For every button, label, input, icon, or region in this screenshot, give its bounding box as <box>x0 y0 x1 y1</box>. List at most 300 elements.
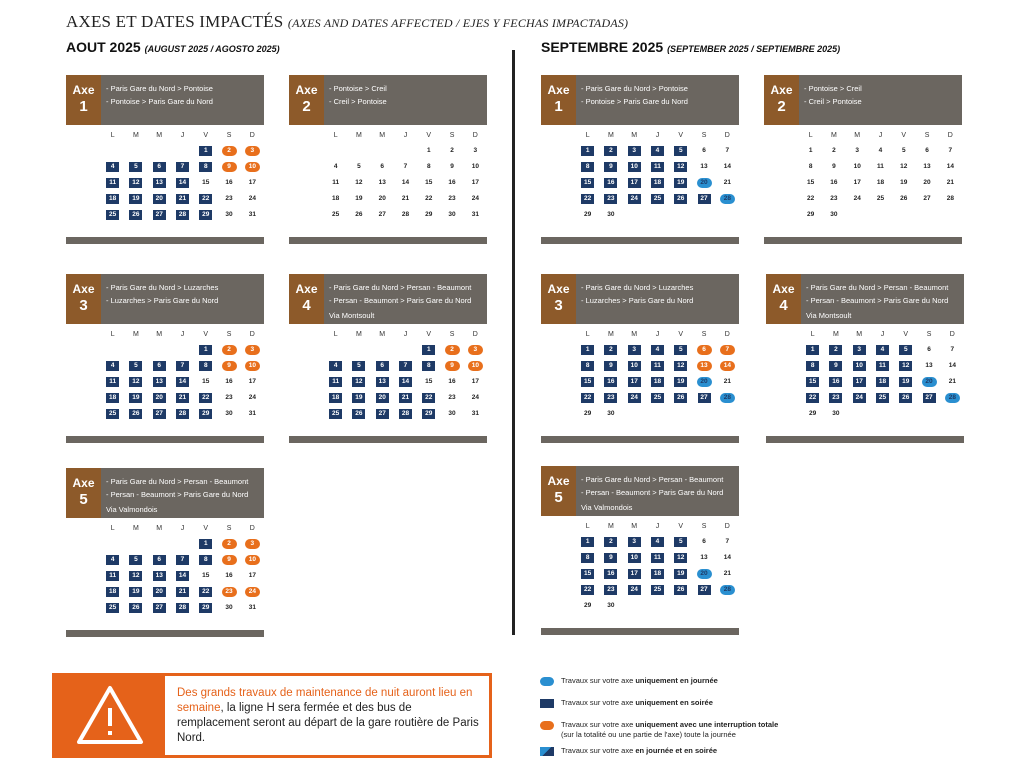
axe-routes <box>581 473 735 514</box>
day-header: L <box>333 131 338 139</box>
calendar-day <box>716 209 739 221</box>
calendar-day: 24 <box>853 195 861 202</box>
calendar-day: 10 <box>471 163 479 170</box>
calendar-day: 19 <box>124 194 147 204</box>
axe-header <box>66 468 264 518</box>
calendar-day: 23 <box>824 393 847 403</box>
day-header-row <box>541 518 739 534</box>
week-row <box>766 406 964 422</box>
calendar-grid <box>764 127 962 223</box>
calendar-day: 26 <box>900 195 908 202</box>
calendar-day: 15 <box>576 377 599 387</box>
day-header: M <box>831 131 837 139</box>
calendar-day: 11 <box>332 179 340 186</box>
calendar-day: 24 <box>623 585 646 595</box>
axe-badge: Axe 1 <box>541 75 576 125</box>
day-header: J <box>880 330 885 338</box>
calendar-day: 25 <box>871 393 894 403</box>
week-row <box>66 191 264 207</box>
day-header: D <box>724 522 730 530</box>
week-row <box>541 175 739 191</box>
axe-routes <box>581 281 735 307</box>
route-line: - Persan - Beaumont > Paris Gare du Nord <box>106 490 249 499</box>
calendar-day: 13 <box>378 179 386 186</box>
calendar-day <box>646 600 669 612</box>
day-header-row <box>541 127 739 143</box>
calendar-day: 8 <box>194 162 217 172</box>
calendar-day <box>646 408 669 420</box>
calendar-day: 29 <box>194 409 217 419</box>
week-row <box>764 159 962 175</box>
calendar-day: 1 <box>576 146 599 156</box>
calendar-day: 6 <box>148 162 171 172</box>
calendar-day: 11 <box>871 361 894 371</box>
week-row <box>764 207 962 223</box>
week-row <box>766 374 964 390</box>
calendar-day: 14 <box>716 361 739 371</box>
calendar-day: 11 <box>646 553 669 563</box>
calendar-day: 3 <box>241 539 264 549</box>
calendar-day <box>148 145 171 157</box>
day-header: M <box>608 522 614 530</box>
calendar-day: 11 <box>646 361 669 371</box>
day-header: J <box>403 131 408 139</box>
calendar-day: 19 <box>355 195 363 202</box>
calendar-day: 31 <box>248 604 256 611</box>
week-row <box>66 536 264 552</box>
calendar-day: 9 <box>217 361 240 371</box>
calendar-day: 13 <box>148 571 171 581</box>
calendar-day: 20 <box>692 178 715 188</box>
axe-routes <box>329 82 483 108</box>
calendar-day: 22 <box>576 393 599 403</box>
route-line: - Paris Gare du Nord > Luzarches <box>581 283 694 292</box>
calendar-day <box>623 408 646 420</box>
week-row <box>541 358 739 374</box>
calendar-day <box>669 600 692 612</box>
week-row <box>289 342 487 358</box>
calendar-day: 18 <box>101 587 124 597</box>
calendar-day: 23 <box>225 394 233 401</box>
calendar-day: 28 <box>716 194 739 204</box>
month-title-aout: AOUT 2025 (AUGUST 2025 / AGOSTO 2025) <box>66 39 280 55</box>
calendar-day: 13 <box>371 377 394 387</box>
calendar-day: 31 <box>248 410 256 417</box>
calendar-day: 14 <box>171 377 194 387</box>
route-line: - Pontoise > Creil <box>329 84 387 93</box>
calendar-day: 30 <box>225 604 233 611</box>
calendar-day: 5 <box>669 345 692 355</box>
calendar-day: 12 <box>669 162 692 172</box>
day-header: S <box>701 131 707 139</box>
axe-badge: Axe 2 <box>764 75 799 125</box>
calendar-day: 7 <box>171 555 194 565</box>
day-header: S <box>226 330 232 338</box>
calendar-day: 31 <box>471 410 479 417</box>
calendar-grid <box>66 127 264 223</box>
calendar-day: 27 <box>692 393 715 403</box>
calendar-day: 16 <box>225 572 233 579</box>
calendar-day <box>347 145 370 157</box>
day-header: V <box>203 524 209 532</box>
calendar-day: 29 <box>425 211 433 218</box>
calendar-day: 27 <box>148 409 171 419</box>
calendar-day: 15 <box>801 377 824 387</box>
calendar-day: 30 <box>448 410 456 417</box>
calendar-day: 8 <box>576 162 599 172</box>
calendar-day: 23 <box>448 394 456 401</box>
calendar-day: 4 <box>324 361 347 371</box>
calendar-day: 9 <box>824 361 847 371</box>
calendar-day: 15 <box>202 378 210 385</box>
week-row <box>541 191 739 207</box>
card-footer-bar <box>766 436 964 443</box>
week-row <box>764 175 962 191</box>
calendar-day: 24 <box>623 194 646 204</box>
calendar-day: 10 <box>853 163 861 170</box>
calendar-day: 16 <box>448 179 456 186</box>
week-row <box>66 390 264 406</box>
calendar-grid <box>541 127 739 223</box>
calendar-day: 13 <box>925 362 933 369</box>
day-header: M <box>156 131 163 139</box>
day-header-row <box>766 326 964 342</box>
route-line: - Luzarches > Paris Gare du Nord <box>581 296 694 305</box>
calendar-day: 4 <box>101 162 124 172</box>
calendar-day: 15 <box>202 179 210 186</box>
calendar-day: 24 <box>623 393 646 403</box>
week-row <box>66 207 264 223</box>
week-row <box>541 566 739 582</box>
calendar-day: 2 <box>217 539 240 549</box>
calendar-day: 20 <box>148 393 171 403</box>
legend-day: Travaux sur votre axe uniquement en journée <box>540 676 1010 698</box>
day-header: S <box>926 330 932 338</box>
calendar-day: 13 <box>923 163 931 170</box>
calendar-day: 23 <box>599 194 622 204</box>
day-header: J <box>180 524 185 532</box>
calendar-day <box>101 344 124 356</box>
calendar-day: 23 <box>448 195 456 202</box>
calendar-day <box>894 408 917 420</box>
calendar-day: 26 <box>355 211 363 218</box>
calendar-day: 11 <box>101 178 124 188</box>
calendar-day <box>892 209 915 221</box>
calendar-day: 22 <box>801 393 824 403</box>
day-header: D <box>249 524 255 532</box>
calendar-day <box>716 600 739 612</box>
calendar-day: 5 <box>347 361 370 371</box>
axe-card-sept-5 <box>541 466 739 614</box>
calendar-day: 2 <box>217 345 240 355</box>
calendar-day <box>124 344 147 356</box>
calendar-day: 1 <box>808 147 813 154</box>
calendar-day: 7 <box>948 147 953 154</box>
calendar-day: 26 <box>669 585 692 595</box>
day-header: M <box>856 330 863 338</box>
calendar-day: 4 <box>646 537 669 547</box>
calendar-day: 4 <box>878 147 883 154</box>
calendar-day: 11 <box>101 377 124 387</box>
route-line: - Paris Gare du Nord > Persan - Beaumont <box>106 477 249 486</box>
axe-header <box>541 75 739 125</box>
calendar-day: 18 <box>876 179 885 186</box>
calendar-day: 30 <box>607 211 615 218</box>
week-row <box>289 390 487 406</box>
day-header: D <box>949 330 955 338</box>
route-line: - Creil > Pontoise <box>329 97 387 106</box>
calendar-day <box>939 209 962 221</box>
axe-header <box>541 274 739 324</box>
calendar-day: 9 <box>599 162 622 172</box>
month-divider <box>512 50 515 635</box>
day-header: D <box>724 330 730 338</box>
day-header: D <box>472 131 478 139</box>
calendar-day: 9 <box>440 361 463 371</box>
calendar-day: 19 <box>347 393 370 403</box>
calendar-day: 8 <box>808 163 813 170</box>
calendar-day: 3 <box>623 146 646 156</box>
calendar-day: 25 <box>324 409 347 419</box>
calendar-day: 16 <box>448 378 456 385</box>
calendar-day: 14 <box>401 179 410 186</box>
day-header: S <box>226 524 232 532</box>
day-header: M <box>631 330 638 338</box>
axe-card-aout-3 <box>66 274 264 422</box>
calendar-day: 21 <box>948 378 956 385</box>
calendar-day: 18 <box>646 178 669 188</box>
day-header: V <box>678 330 684 338</box>
calendar-day: 21 <box>723 179 731 186</box>
legend-evening: Travaux sur votre axe uniquement en soirée <box>540 698 1010 720</box>
notice-panel <box>55 676 165 755</box>
calendar-day: 12 <box>347 377 370 387</box>
calendar-day: 9 <box>217 162 240 172</box>
day-header: V <box>678 131 684 139</box>
route-line: - Persan - Beaumont > Paris Gare du Nord <box>329 296 472 305</box>
calendar-day: 28 <box>394 409 417 419</box>
calendar-day: 24 <box>248 195 256 202</box>
calendar-day: 2 <box>450 147 454 154</box>
week-row <box>66 358 264 374</box>
calendar-day: 26 <box>124 210 147 220</box>
calendar-day: 24 <box>241 587 264 597</box>
calendar-day: 5 <box>124 555 147 565</box>
calendar-day: 26 <box>669 393 692 403</box>
day-header: L <box>333 330 338 338</box>
calendar-day: 17 <box>623 569 646 579</box>
axe-header <box>289 274 487 324</box>
calendar-day <box>692 209 715 221</box>
calendar-day: 6 <box>925 147 929 154</box>
axe-card-aout-2 <box>289 75 487 223</box>
calendar-day: 20 <box>692 377 715 387</box>
axe-routes <box>106 82 260 108</box>
calendar-day: 12 <box>900 163 908 170</box>
week-row <box>289 143 487 159</box>
calendar-day: 25 <box>101 409 124 419</box>
calendar-day: 6 <box>692 345 715 355</box>
maintenance-notice <box>52 673 492 758</box>
calendar-day: 21 <box>171 587 194 597</box>
week-row <box>541 159 739 175</box>
calendar-day: 12 <box>894 361 917 371</box>
calendar-day: 31 <box>248 211 256 218</box>
day-header: D <box>947 131 953 139</box>
day-header-row <box>764 127 962 143</box>
calendar-day: 29 <box>417 409 440 419</box>
axe-routes <box>804 82 958 108</box>
legend-full: Travaux sur votre axe uniquement avec une interruption totale (sur la totalité ou une partie de l'axe) toute la journée <box>540 720 1010 746</box>
day-header-row <box>66 127 264 143</box>
calendar-day: 4 <box>646 146 669 156</box>
calendar-day: 10 <box>623 553 646 563</box>
calendar-day: 22 <box>576 194 599 204</box>
day-header: L <box>585 131 590 139</box>
calendar-day: 4 <box>333 163 338 170</box>
week-row <box>66 159 264 175</box>
calendar-day: 6 <box>927 346 931 353</box>
calendar-day: 16 <box>830 179 838 186</box>
week-row <box>766 342 964 358</box>
calendar-day: 4 <box>871 345 894 355</box>
week-row <box>766 358 964 374</box>
calendar-day: 15 <box>425 378 433 385</box>
calendar-day: 13 <box>148 377 171 387</box>
week-row <box>289 358 487 374</box>
calendar-day: 3 <box>855 147 860 154</box>
calendar-day: 17 <box>471 179 479 186</box>
legend-both: Travaux sur votre axe en journée et en soirée <box>540 746 1010 768</box>
calendar-day: 17 <box>848 377 871 387</box>
calendar-day: 3 <box>241 146 264 156</box>
calendar-day: 12 <box>669 553 692 563</box>
calendar-day: 12 <box>355 179 363 186</box>
calendar-day: 16 <box>599 569 622 579</box>
day-header: J <box>655 131 660 139</box>
axe-badge: Axe 5 <box>541 466 576 516</box>
day-header: J <box>180 330 185 338</box>
day-header: S <box>701 522 707 530</box>
calendar-day: 4 <box>101 555 124 565</box>
calendar-day: 17 <box>248 179 256 186</box>
calendar-day <box>623 209 646 221</box>
calendar-day: 17 <box>853 179 861 186</box>
calendar-day: 2 <box>599 146 622 156</box>
calendar-day: 14 <box>394 377 417 387</box>
calendar-day: 24 <box>848 393 871 403</box>
calendar-day: 2 <box>217 146 240 156</box>
calendar-day: 5 <box>124 361 147 371</box>
calendar-day: 13 <box>148 178 171 188</box>
day-header-row <box>66 520 264 536</box>
calendar-grid <box>541 326 739 422</box>
axe-card-sept-3 <box>541 274 739 422</box>
axe-badge: Axe 5 <box>66 468 101 518</box>
card-footer-bar <box>66 237 264 244</box>
day-header: J <box>655 330 660 338</box>
route-via: Via Valmondois <box>581 503 633 512</box>
calendar-day: 23 <box>225 195 233 202</box>
calendar-day <box>394 145 417 157</box>
calendar-day: 11 <box>877 163 884 170</box>
calendar-day: 26 <box>124 409 147 419</box>
route-line: - Persan - Beaumont > Paris Gare du Nord <box>581 488 724 497</box>
week-row <box>66 568 264 584</box>
calendar-day: 6 <box>380 163 385 170</box>
week-row <box>66 175 264 191</box>
week-row <box>66 406 264 422</box>
calendar-day: 2 <box>440 345 463 355</box>
notice-text: Des grands travaux de maintenance de nuit auront lieu en semaine, la ligne H sera fermée et des bus de remplacement seront au départ de la gare routière de Paris Nord. <box>177 687 479 744</box>
day-header: D <box>249 330 255 338</box>
calendar-day: 25 <box>101 210 124 220</box>
calendar-day: 9 <box>217 555 240 565</box>
calendar-grid <box>66 326 264 422</box>
calendar-day: 29 <box>584 410 592 417</box>
day-header: M <box>379 330 386 338</box>
week-row <box>66 374 264 390</box>
calendar-day: 7 <box>403 163 408 170</box>
calendar-day: 19 <box>900 179 908 186</box>
week-row <box>66 552 264 568</box>
axe-header <box>541 466 739 516</box>
calendar-day: 14 <box>171 571 194 581</box>
calendar-day: 12 <box>124 377 147 387</box>
calendar-day <box>124 145 147 157</box>
card-footer-bar <box>541 436 739 443</box>
calendar-grid <box>66 520 264 616</box>
calendar-day <box>692 408 715 420</box>
calendar-day: 3 <box>623 537 646 547</box>
calendar-day <box>941 408 964 420</box>
calendar-day: 1 <box>194 345 217 355</box>
calendar-day: 8 <box>194 361 217 371</box>
calendar-day: 7 <box>725 538 730 545</box>
axe-header <box>66 75 264 125</box>
calendar-day: 30 <box>832 410 840 417</box>
card-footer-bar <box>764 237 962 244</box>
day-header: S <box>924 131 930 139</box>
calendar-grid <box>289 127 487 223</box>
calendar-day: 18 <box>101 194 124 204</box>
calendar-day: 16 <box>599 377 622 387</box>
calendar-day: 12 <box>669 361 692 371</box>
calendar-day: 30 <box>830 211 838 218</box>
week-row <box>764 191 962 207</box>
day-header: L <box>585 522 590 530</box>
calendar-day: 30 <box>607 410 615 417</box>
calendar-day: 5 <box>901 147 906 154</box>
calendar-day <box>371 344 394 356</box>
calendar-day: 10 <box>464 361 487 371</box>
calendar-grid <box>766 326 964 422</box>
calendar-day <box>716 408 739 420</box>
calendar-day: 15 <box>202 572 210 579</box>
week-row <box>66 342 264 358</box>
calendar-day: 30 <box>448 211 456 218</box>
week-row <box>541 342 739 358</box>
calendar-day: 6 <box>148 361 171 371</box>
week-row <box>289 207 487 223</box>
calendar-day: 14 <box>948 362 956 369</box>
calendar-day <box>324 344 347 356</box>
week-row <box>289 159 487 175</box>
calendar-day: 2 <box>599 345 622 355</box>
day-header: D <box>249 131 255 139</box>
calendar-day: 8 <box>426 163 431 170</box>
calendar-day: 24 <box>471 394 479 401</box>
